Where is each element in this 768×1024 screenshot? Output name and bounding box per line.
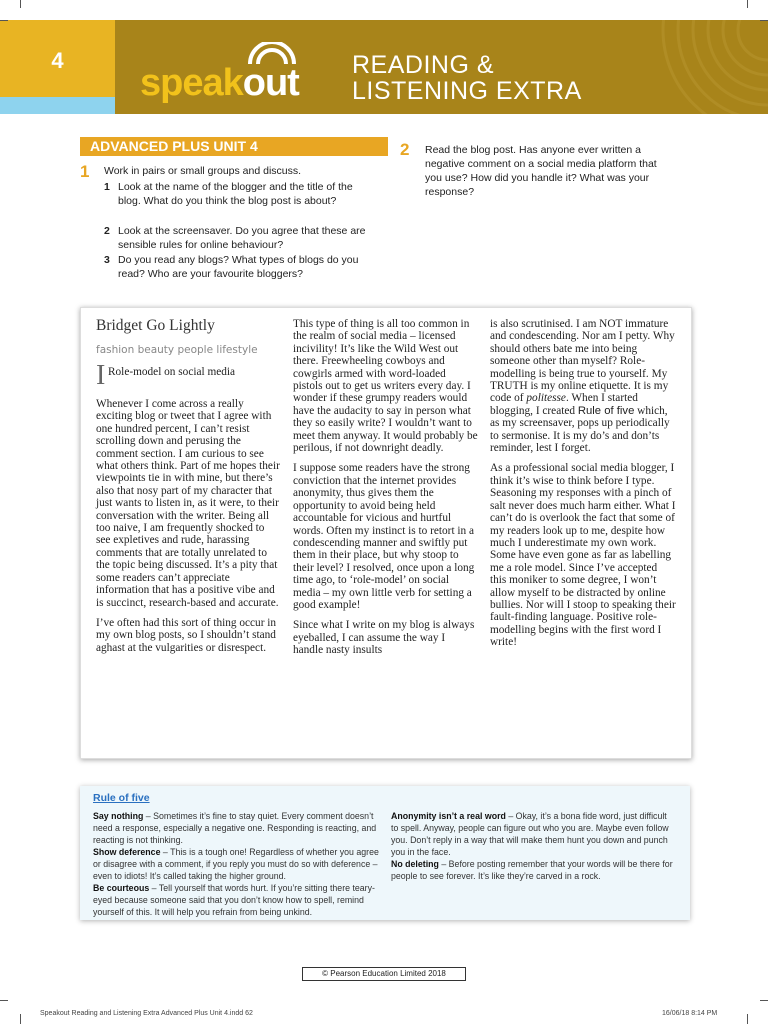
blog-subtitle: fashion beauty people lifestyle xyxy=(96,344,258,356)
crop-mark xyxy=(20,0,21,8)
timestamp: 16/06/18 8:14 PM xyxy=(662,1010,718,1017)
header-title-line2: LISTENING EXTRA xyxy=(352,77,582,105)
question-2-number: 2 xyxy=(400,140,410,159)
blog-column-3 xyxy=(490,318,676,657)
question-1-item: 3 Do you read any blogs? What types of blogs do you read? Who are your favourite bloggers? xyxy=(104,254,359,280)
blog-paragraph: Whenever I come across a really exciting blog or tweet that I agree with one hundred percent, I can’t resist scrolling down and perusing the comment section. I am curious to see what others think. Part of me hopes their viewpoints tie in with mine, but there’s also that nosy part of my character that just wants to listen in, as it were, to their conversation with the writer. Being all too naive, I am frequently shocked to see expletives and rude, harassing comments that are totally unrelated to the topic being discussed. It’s a pity that some readers can’t appreciate information that has a positive vibe and is succinct, research-based and accurate. xyxy=(96,398,280,609)
blog-title: Bridget Go Lightly xyxy=(96,317,215,334)
decorative-arcs-icon xyxy=(640,20,768,114)
rule-item: Show deference – This is a tough one! Regardless of whether you agree or disagree with a comment, if you reply you must do so with deference – even to idiots! It’s called taking the higher ground. xyxy=(93,847,379,881)
question-2-text: Read the blog post. Has anyone ever written a negative comment on a social media platform that you use? How did you handle it? What was your response? xyxy=(425,144,657,198)
logo-out: out xyxy=(242,62,299,104)
blog-paragraph: As a professional social media blogger, I think it’s wise to think before I type. Seasoning my responses with a pinch of salt never does much harm either. What I can’t do is overlook the fact that some of my readers look up to me, despite how much I underestimate my own work. Some have even gone as far as labelling me a role model. Since I’ve accepted this moniker to some degree, I won’t allow myself to be distracted by online bullies. Nor will I stoop to speaking their fault-finding language. Positive role-modelling begins with the first word I write! xyxy=(490,462,676,649)
blog-paragraph: Since what I write on my blog is always eyeballed, I can assume the way I handle nasty insults xyxy=(293,619,475,657)
blog-paragraph: is also scrutinised. I am NOT immature and condescending. Nor am I petty. Why should others bate me into being someone other than myself? Role-modelling is being true to yourself. My TRUTH is my online etiquette. It is my code of politesse. When I started blogging, I created Rule of five which, as my screensaver, pops up periodically to sermonise. It is my do’s and don’ts reminder, lest I forget. xyxy=(490,318,675,455)
rules-column-right xyxy=(391,810,675,882)
header-title xyxy=(352,52,582,104)
question-1-number: 1 xyxy=(80,162,90,181)
rule-of-five-link: Rule of five xyxy=(577,404,635,417)
blog-column-1 xyxy=(96,398,281,662)
unit-title-bar: ADVANCED PLUS UNIT 4 xyxy=(80,137,388,156)
drop-cap: I xyxy=(96,360,106,391)
crop-mark xyxy=(0,20,8,21)
rules-column-left xyxy=(93,810,381,918)
rule-of-five-title: Rule of five xyxy=(93,792,150,804)
copyright-box: © Pearson Education Limited 2018 xyxy=(302,967,466,981)
crop-mark xyxy=(747,0,748,8)
rule-item: Be courteous – Tell yourself that words hurt. If you’re sitting there teary-eyed because someone said that you don’t know how to spell, remind yourself of this. It will help you refrain from being unkind. xyxy=(93,883,375,917)
blog-paragraph: This type of thing is all too common in the realm of social media – licensed incivility! It’s like the Wild West out there. Freewheeling cowboys and cowgirls armed with word-loaded pistols out to get us writers every day. I wonder if these grumpy readers would have the audacity to say in person what they so easily write? I wouldn’t want to meet them anyway. It would probably be perilous, if not downright deadly. xyxy=(293,318,478,455)
unit-number: 4 xyxy=(51,48,64,73)
blog-paragraph: I suppose some readers have the strong conviction that the internet provides anonymity, thus gives them the opportunity to avoid being held accountable for vicious and hurtful words. Often my instinct is to retort in a condescending manner and swiftly put them in their place, but why stoop to their level? I resolved, once upon a long time ago, to ‘role-model’ on social media – my own little verb for setting a good example! xyxy=(293,462,475,611)
blog-heading: Role-model on social media xyxy=(108,366,236,378)
header-title-line1: READING & xyxy=(352,51,495,79)
blog-column-2 xyxy=(293,318,478,665)
logo-speak: speak xyxy=(140,62,243,104)
crop-mark xyxy=(0,1000,8,1001)
blog-paragraph: I’ve often had this sort of thing occur in my own blog posts, so I shouldn’t stand aghast at the vulgarities or disrespect. xyxy=(96,616,277,654)
rule-item: Anonymity isn’t a real word – Okay, it’s a bona fide word, just difficult to spell. Anyway, people can figure out who you are. Maybe even follow you. Don’t reply in a way that will make them hunt you down and punch you in the face. xyxy=(391,811,669,857)
file-name: Speakout Reading and Listening Extra Advanced Plus Unit 4.indd 62 xyxy=(40,1010,253,1017)
rule-item: No deleting – Before posting remember that your words will be there for people to see forever. It’s like they’re carved in a rock. xyxy=(391,859,673,881)
question-1-item: 1 Look at the name of the blogger and the title of the blog. What do you think the blog post is about? xyxy=(104,181,353,207)
rule-item: Say nothing – Sometimes it’s fine to stay quiet. Every comment doesn’t need a response, especially a negative one. Responding is reacting, and reacting is not thinking. xyxy=(93,811,377,845)
crop-mark xyxy=(20,1014,21,1024)
question-1-text: Work in pairs or small groups and discuss. xyxy=(104,165,302,177)
crop-mark xyxy=(760,20,768,21)
crop-mark xyxy=(747,1014,748,1024)
speakout-logo xyxy=(140,62,299,105)
header-blue-strip xyxy=(0,97,115,114)
crop-mark xyxy=(760,1000,768,1001)
question-1-item: 2 Look at the screensaver. Do you agree that these are sensible rules for online behaviour? xyxy=(104,225,366,251)
